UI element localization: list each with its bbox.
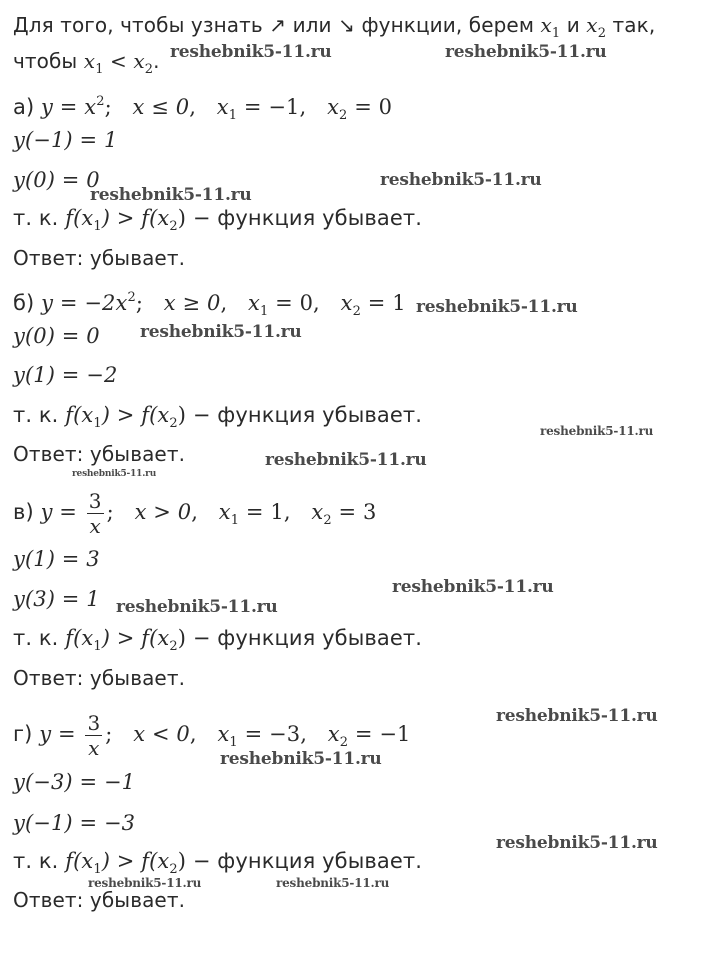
watermark: reshebnik5-11.ru (380, 170, 542, 190)
intro-line-2: чтобы $x_1 < x_2$. (13, 49, 160, 77)
intro-line-1: Для того, чтобы узнать ↗ или ↘ функции, берем $x_1$ и $x_2$ так, (13, 13, 656, 41)
watermark: reshebnik5-11.ru (276, 876, 390, 890)
increasing-arrow-icon: ↗ (269, 13, 287, 37)
watermark: reshebnik5-11.ru (445, 42, 607, 62)
fraction-3-over-x: $\frac{3}{x}$ (87, 711, 101, 760)
watermark: reshebnik5-11.ru (540, 424, 654, 438)
watermark: reshebnik5-11.ru (140, 322, 302, 342)
section-a-answer: Ответ: убывает. (13, 246, 186, 270)
section-g-conclusion: т. к. $f(x_1) > f(x_2)$ − функция убывает. (13, 849, 422, 877)
section-a-conclusion: т. к. $f(x_1) > f(x_2)$ − функция убывает. (13, 206, 422, 234)
section-g-eval-2: y(−1) = −3 (13, 811, 136, 835)
decreasing-arrow-icon: ↘ (338, 13, 355, 37)
watermark: reshebnik5-11.ru (265, 450, 427, 470)
section-a-problem: а) $y = x^2$; x ≤ 0, $x_1 = -1$, $x_2 = 0$ (13, 94, 393, 123)
watermark: reshebnik5-11.ru (72, 469, 157, 479)
section-b-problem: б) $y = -2x^2$; x ≥ 0, $x_1 = 0$, $x_2 = 1$ (13, 290, 406, 319)
watermark: reshebnik5-11.ru (220, 749, 382, 769)
section-a-eval-1: y(−1) = 1 (13, 128, 118, 152)
section-v-conclusion: т. к. $f(x_1) > f(x_2)$ − функция убывает. (13, 626, 422, 654)
section-b-eval-2: y(1) = −2 (13, 363, 118, 387)
section-v-answer: Ответ: убывает. (13, 666, 186, 690)
watermark: reshebnik5-11.ru (392, 577, 554, 597)
watermark: reshebnik5-11.ru (90, 185, 252, 205)
section-v-eval-2: y(3) = 1 (13, 587, 100, 611)
section-v-problem: в) y = $\frac{3}{x}$ ; x > 0, $x_1 = 1$, $x_2 = 3$ (13, 489, 377, 538)
watermark: reshebnik5-11.ru (116, 597, 278, 617)
section-a-eval-2: y(0) = 0 (13, 168, 100, 192)
watermark: reshebnik5-11.ru (496, 833, 658, 853)
section-b-conclusion: т. к. $f(x_1) > f(x_2)$ − функция убывает. (13, 403, 422, 431)
fraction-3-over-x: $\frac{3}{x}$ (88, 489, 102, 538)
section-v-eval-1: y(1) = 3 (13, 547, 100, 571)
watermark: reshebnik5-11.ru (416, 297, 578, 317)
section-g-problem: г) y = $\frac{3}{x}$ ; x < 0, $x_1 = -3$, $x_2 = -1$ (13, 711, 411, 760)
watermark: reshebnik5-11.ru (170, 42, 332, 62)
section-g-eval-1: y(−3) = −1 (13, 770, 136, 794)
watermark: reshebnik5-11.ru (88, 876, 202, 890)
section-b-answer: Ответ: убывает. (13, 442, 186, 466)
watermark: reshebnik5-11.ru (496, 706, 658, 726)
section-b-eval-1: y(0) = 0 (13, 324, 100, 348)
section-g-answer: Ответ: убывает. (13, 888, 186, 912)
